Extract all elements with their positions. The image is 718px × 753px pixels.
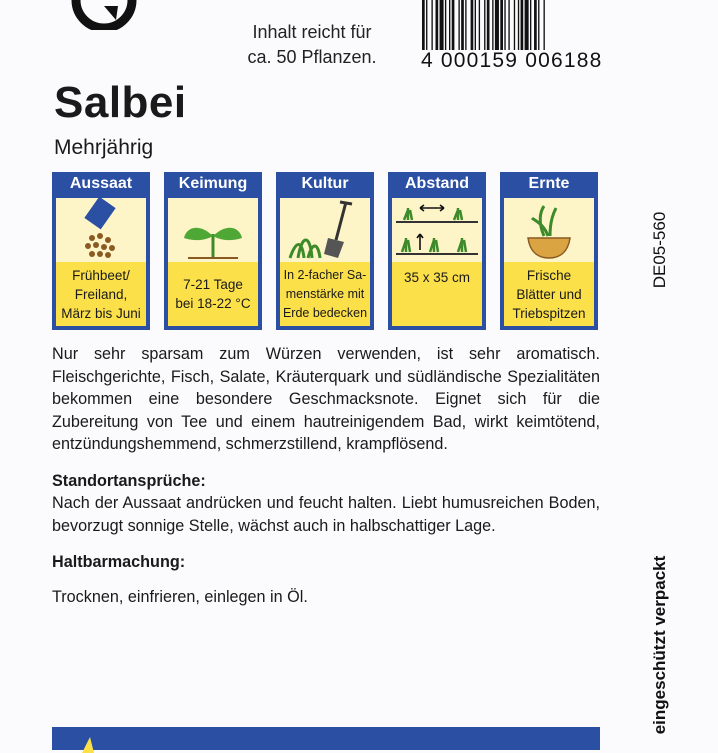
card-text [280,262,370,326]
haltbar-heading: Haltbarmachung: [52,553,186,571]
card-header: Abstand [405,175,469,192]
barcode-bar [440,0,444,50]
barcode-bar [492,0,493,50]
cultivation-icons [52,172,600,330]
standort-heading: Standortansprüche: [52,471,206,490]
barcode [420,0,660,50]
barcode-bar [508,0,509,50]
barcode-bar [471,0,474,50]
content-amount-line1: Inhalt reicht für [252,22,372,42]
side-text-value: eingeschützt verpackt [650,555,669,735]
card-text [504,262,594,326]
standort-text: Nach der Aussaat andrücken und feucht halten. Liebt humusreichen Boden, bevorzugt sonnige Stelle, wächst auch in halbschattiger Lage. [52,494,600,535]
card-text-value: 35 x 35 cm [403,270,471,285]
barcode-bar [475,0,476,50]
barcode-bar [436,0,439,50]
spacing-icon [392,198,482,262]
barcode-bar [530,0,531,50]
side-text [620,540,700,750]
card-abstand [388,172,486,330]
sprout-icon [168,198,258,262]
barcode-bar [518,0,519,50]
barcode-number: 4 000159 006188 [421,49,603,72]
bottom-bar [52,727,600,750]
seed-packet-icon [56,198,146,262]
card-text-value: 7-21 Tage bei 18-22 °C [175,277,251,311]
side-code-text: DE05-560 [650,211,669,289]
haltbar-text: Trocknen, einfrieren, einlegen in Öl. [52,587,308,606]
card-header: Kultur [301,175,349,192]
barcode-bar [458,0,459,50]
card-kultur [276,172,374,330]
barcode-bar [504,0,505,50]
product-subtitle: Mehrjährig [54,136,154,159]
barcode-bar [465,0,466,50]
card-text-value: Frühbeet/ Freiland, März bis Juni [61,267,141,321]
card-aussaat [52,172,150,330]
barcode-bar [525,0,529,50]
card-text-value: In 2-facher Sa- menstärke mit Erde bedecken [282,267,368,320]
barcode-bar [514,0,515,50]
bowl-icon [504,198,594,262]
product-title: Salbei [54,78,187,127]
card-text [392,262,482,326]
barcode-bar [487,0,490,50]
card-keimung [164,172,262,330]
barcode-bar [461,0,464,50]
barcode-bar [449,0,450,50]
content-amount-note [222,20,402,70]
barcode-bar [484,0,485,50]
shovel-icon [280,198,370,262]
barcode-bar [422,0,425,50]
barcode-bar [500,0,503,50]
barcode-bar [521,0,524,50]
barcode-bar [445,0,446,50]
content-amount-line2: ca. 50 Pflanzen. [247,47,377,67]
card-text-value: Frische Blätter und Triebspitzen [512,267,586,321]
barcode-bar [479,0,480,50]
barcode-bar [538,0,539,50]
barcode-bar [534,0,537,50]
description-intro: Nur sehr sparsam zum Würzen verwenden, ist sehr aromatisch. Fleischgerichte, Fisch, Salate, Kräuterquark und südländische Spezialitäten bekommen eine besondere Geschmacksnote. Eignet sich für die Zubereitung von Tee und einem hautreinigendem Bad, wirkt keimtötend, entzündungshemmend, schmerzstillend, krampflösend. [52,345,600,453]
barcode-bar [426,0,427,50]
card-text [56,262,146,326]
barcode-bar [452,0,455,50]
card-header: Aussaat [69,175,133,192]
brand-mark-icon [80,733,102,753]
side-code [630,200,690,300]
card-header: Ernte [528,175,570,192]
card-header: Keimung [178,175,248,192]
brand-logo-icon [58,0,150,30]
card-ernte [500,172,598,330]
barcode-bar [495,0,499,50]
barcode-bar [544,0,545,50]
description [52,343,600,608]
card-text [168,262,258,326]
barcode-bar [431,0,432,50]
